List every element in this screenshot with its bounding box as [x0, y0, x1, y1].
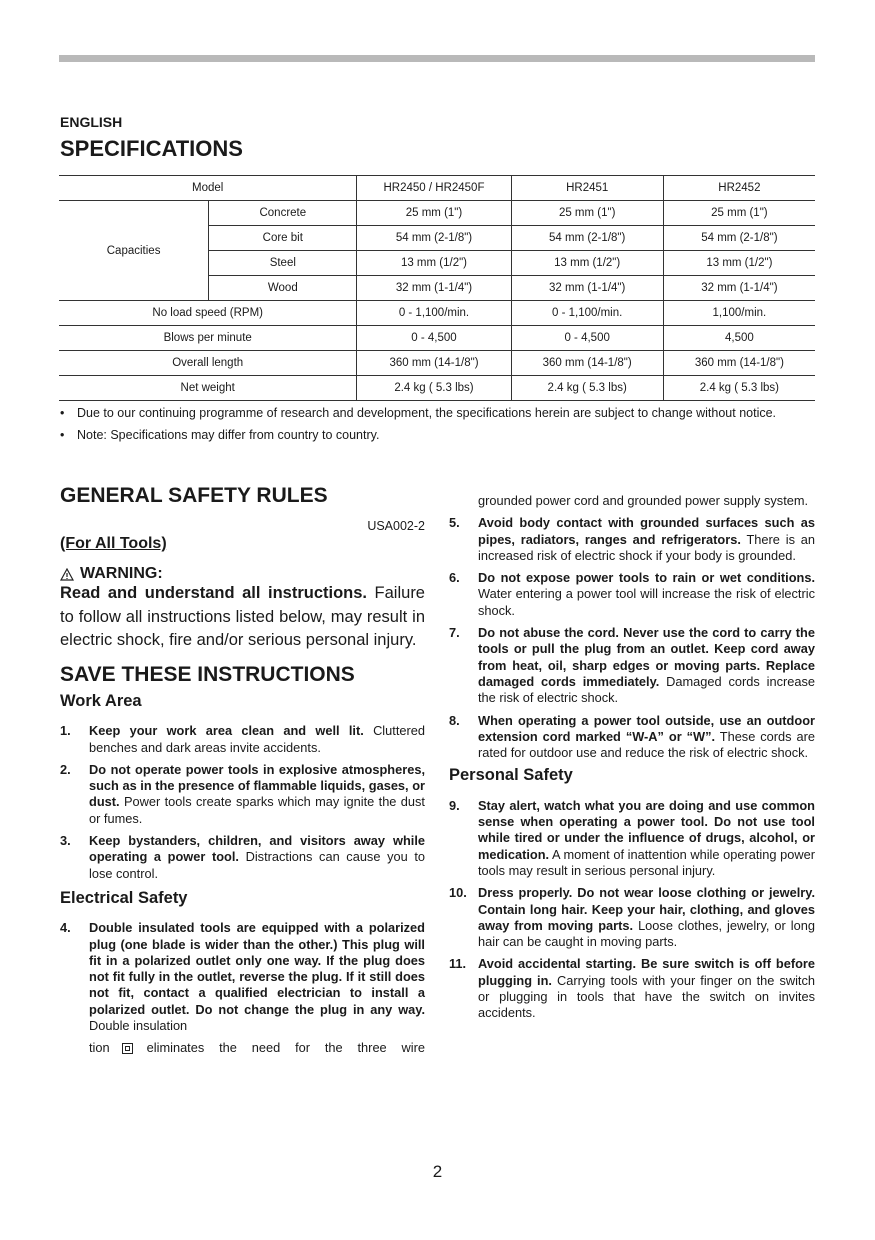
item-bold: Avoid accidental starting. Be sure switch is off before plugging in.	[478, 956, 815, 988]
item-text: There is an increased risk of electric shock if your body is grounded.	[478, 531, 816, 563]
bullet: •	[60, 406, 65, 420]
warning-heading	[60, 566, 425, 582]
list-item	[60, 723, 425, 756]
personal-safety-heading: Personal Safety	[449, 766, 573, 785]
table-cell: 2.4 kg ( 5.3 lbs)	[663, 376, 815, 401]
item-text: A moment of inattention while operating power tools may result in serious personal injury.	[478, 846, 815, 878]
item-bold: Do not abuse the cord. Never use the cord to carry the tools or pull the plug from an outlet. Keep cord away from heat, oil, sharp edges or moving parts. Replace damaged cords immediately.	[478, 625, 815, 689]
table-cell: 2.4 kg ( 5.3 lbs)	[511, 376, 663, 401]
list-item	[60, 762, 425, 827]
list-item	[449, 956, 815, 1021]
item-bold: Keep bystanders, children, and visitors away while operating a power tool.	[89, 833, 425, 865]
item-text: Damaged cords increase the risk of electric shock.	[478, 673, 815, 706]
list-item	[60, 833, 425, 882]
table-cell: HR2451	[511, 176, 663, 201]
language-label: ENGLISH	[60, 114, 123, 130]
item-number: 7.	[449, 625, 460, 641]
table-cell: 13 mm (1/2")	[511, 251, 663, 276]
warning-label: WARNING:	[80, 564, 163, 582]
table-cell: 13 mm (1/2")	[357, 251, 511, 276]
item-bold: Keep your work area clean and well lit.	[89, 723, 364, 739]
table-cell: 0 - 4,500	[511, 326, 663, 351]
item-text: Carrying tools with your finger on the switch or plugging in tools that have the switch on invites accidents.	[478, 972, 816, 1021]
header-rule	[59, 55, 815, 62]
item-continuation: grounded power cord and grounded power supply system.	[478, 493, 809, 508]
specifications-table	[59, 175, 815, 401]
spec-notes	[60, 405, 816, 448]
table-cell: Concrete	[209, 201, 357, 226]
item-bold: When operating a power tool outside, use an outdoor extension cord marked “W-A” or “W”.	[478, 712, 815, 744]
item-text: Power tools create sparks which may ignite the dust or fumes.	[89, 794, 425, 826]
table-cell: Steel	[209, 251, 357, 276]
table-cell: Net weight	[59, 376, 357, 401]
table-cell: Core bit	[209, 226, 357, 251]
item-bold: Do not operate power tools in explosive atmospheres, such as in the presence of flammable liquids, gases, or dust.	[89, 761, 425, 810]
item-number: 2.	[60, 761, 71, 777]
note-item	[60, 427, 816, 444]
table-cell: 4,500	[663, 326, 815, 351]
list-item	[449, 515, 815, 564]
item-text: Cluttered benches and dark areas invite accidents.	[89, 723, 425, 755]
table-cell: 32 mm (1-1/4")	[663, 276, 815, 301]
table-row	[59, 201, 815, 226]
work-area-heading: Work Area	[60, 691, 142, 710]
item-number: 1.	[60, 723, 71, 739]
item-number: 4.	[60, 920, 71, 936]
warning-icon	[60, 568, 74, 581]
item-text: Distractions can cause you to lose control.	[89, 849, 425, 881]
table-cell: 32 mm (1-1/4")	[511, 276, 663, 301]
table-cell: 0 - 1,100/min.	[511, 301, 663, 326]
subtitle: (For All Tools)	[60, 534, 167, 552]
table-header-row	[59, 176, 815, 201]
item-bold: Dress properly. Do not wear loose clothing or jewelry. Contain long hair. Keep your hair, clothing, and gloves away from moving parts.	[478, 885, 815, 933]
table-row	[59, 301, 815, 326]
item-text: tion	[89, 1040, 110, 1056]
warning-text	[60, 582, 425, 653]
item-bold: Avoid body contact with grounded surfaces such as pipes, radiators, ranges and refrigerators.	[478, 515, 815, 547]
electrical-heading: Electrical Safety	[60, 888, 188, 907]
item-number: 10.	[449, 885, 467, 901]
section-title: GENERAL SAFETY RULES	[60, 484, 328, 507]
table-cell: 54 mm (2-1/8")	[511, 226, 663, 251]
list-item	[60, 920, 425, 1056]
list-item	[449, 570, 815, 619]
warning-bold: Read and understand all instructions.	[60, 584, 368, 603]
list-item	[449, 885, 815, 950]
double-insulation-icon	[122, 1043, 133, 1054]
note-text: Due to our continuing programme of research and development, the specifications herein are subject to change without notice.	[77, 406, 777, 420]
item-number: 8.	[449, 712, 460, 728]
page-number: 2	[432, 1162, 443, 1181]
table-cell: 25 mm (1")	[357, 201, 511, 226]
left-column	[60, 484, 425, 1063]
note-item	[60, 405, 816, 422]
table-cell: 54 mm (2-1/8")	[663, 226, 815, 251]
item-number: 3.	[60, 833, 71, 849]
item-bold: Do not expose power tools to rain or wet conditions.	[478, 570, 815, 586]
item-text: Loose clothes, jewelry, or long hair can be caught in moving parts.	[478, 917, 816, 950]
table-cell: Capacities	[59, 201, 209, 301]
right-column	[449, 493, 815, 1028]
table-cell: No load speed (RPM)	[59, 301, 357, 326]
item-number: 6.	[449, 570, 460, 586]
table-row	[59, 326, 815, 351]
save-instructions-title: SAVE THESE INSTRUCTIONS	[60, 662, 355, 686]
item-number: 5.	[449, 515, 460, 531]
table-cell: HR2450 / HR2450F	[357, 176, 511, 201]
item-text: eliminates the need for the three wire	[146, 1040, 425, 1056]
item-number: 9.	[449, 797, 460, 813]
list-item	[449, 713, 815, 762]
table-cell: Wood	[209, 276, 357, 301]
table-cell: 360 mm (14-1/8")	[663, 351, 815, 376]
warning-body: Failure to follow all instructions listed below, may result in electric shock, fire and/or serious personal injury.	[60, 584, 425, 650]
table-row	[59, 351, 815, 376]
table-cell: 360 mm (14-1/8")	[357, 351, 511, 376]
table-cell: 2.4 kg ( 5.3 lbs)	[357, 376, 511, 401]
table-cell: Overall length	[59, 351, 357, 376]
table-cell: 54 mm (2-1/8")	[357, 226, 511, 251]
list-item	[449, 625, 815, 706]
item-text: Double insulation	[89, 1018, 188, 1034]
note-text: Note: Specifications may differ from country to country.	[77, 427, 380, 442]
table-cell: 32 mm (1-1/4")	[357, 276, 511, 301]
item-bold: Stay alert, watch what you are doing and use common sense when operating a power tool. Do not use tool while tired or under the influence of drugs, alcohol, or medication.	[478, 797, 815, 862]
table-cell: 360 mm (14-1/8")	[511, 351, 663, 376]
table-cell: 1,100/min.	[663, 301, 815, 326]
item-number: 11.	[449, 956, 467, 972]
table-cell: Model	[59, 176, 357, 201]
item-text: Water entering a power tool will increase the risk of electric shock.	[478, 586, 815, 618]
table-cell: HR2452	[663, 176, 815, 201]
item-bold: Double insulated tools are equipped with a polarized plug (one blade is wider than the other.) This plug will fit in a polarized outlet only one way. If the plug does not fit fully in the outlet, reverse the plug. If it still does not fit, contact a qualified electrician to install a polarized outlet. Do not change the plug in any way.	[89, 920, 425, 1017]
table-row	[59, 376, 815, 401]
item-text: These cords are rated for outdoor use and reduce the risk of electric shock.	[478, 728, 815, 761]
table-cell: 25 mm (1")	[511, 201, 663, 226]
table-cell: 0 - 1,100/min.	[357, 301, 511, 326]
page-title: SPECIFICATIONS	[60, 136, 243, 161]
bullet: •	[60, 427, 65, 442]
list-item	[449, 798, 815, 879]
table-cell: 0 - 4,500	[357, 326, 511, 351]
document-code: USA002-2	[367, 519, 425, 534]
table-cell: 13 mm (1/2")	[663, 251, 815, 276]
table-cell: 25 mm (1")	[663, 201, 815, 226]
table-cell: Blows per minute	[59, 326, 357, 351]
